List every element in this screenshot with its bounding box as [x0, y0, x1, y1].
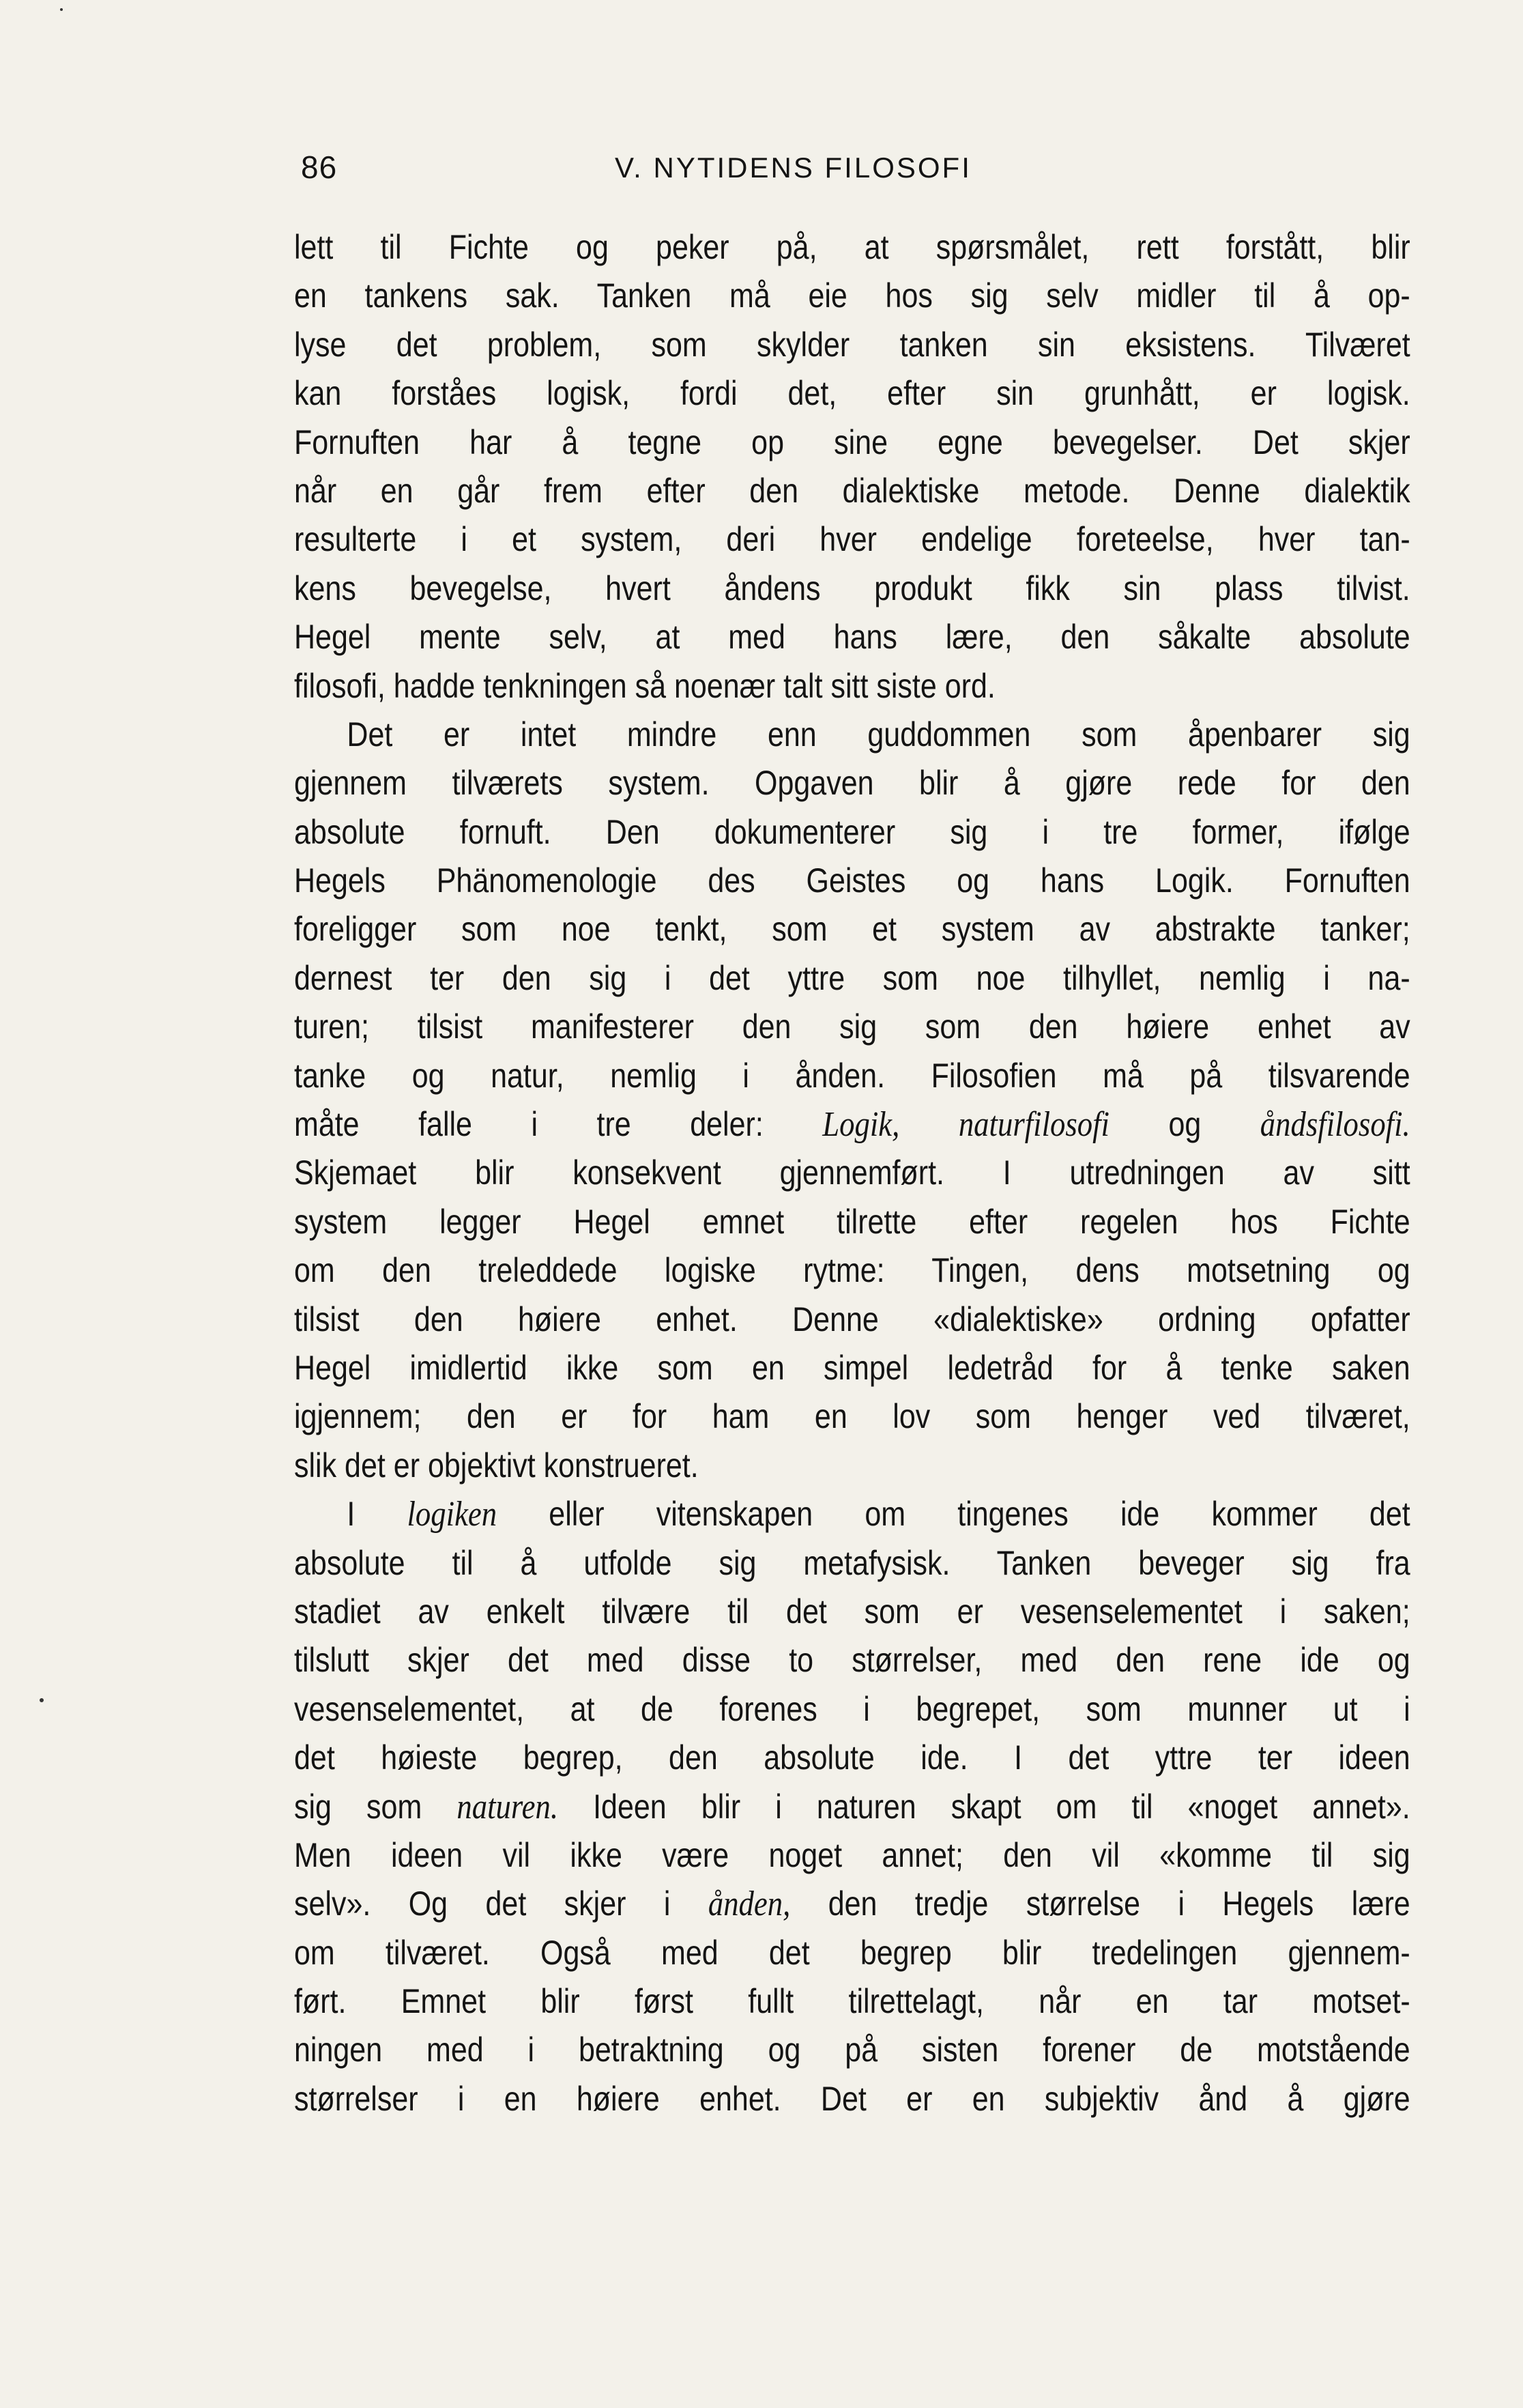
text-line	[294, 1490, 1410, 1538]
text-line	[294, 905, 1410, 954]
running-head: V. NYTIDENS FILOSOFI	[615, 152, 972, 184]
italic-term: Logik,	[822, 1105, 900, 1145]
text-segment: stadiet av enkelt tilvære til det som er vesenselementet i saken;	[294, 1592, 1410, 1631]
text-line	[294, 467, 1410, 515]
text-segment: tilslutt skjer det med disse to størrelser, med den rene ide og	[294, 1641, 1410, 1680]
text-line	[294, 1003, 1410, 1051]
text-segment: gjennem tilværets system. Opgaven blir å gjøre rede for den	[294, 764, 1410, 803]
text-segment: ningen med i betraktning og på sisten forener de motstående	[294, 2031, 1410, 2069]
text-segment: størrelser i en høiere enhet. Det er en subjektiv ånd å gjøre	[294, 2079, 1410, 2118]
text-segment: system legger Hegel emnet tilrette efter regelen hos Fichte	[294, 1202, 1410, 1241]
text-line	[294, 418, 1410, 467]
text-line	[294, 1442, 1410, 1490]
italic-term: naturfilosofi	[958, 1105, 1109, 1145]
text-segment: Skjemaet blir konsekvent gjennemført. I utredningen av sitt	[294, 1153, 1410, 1192]
text-line	[294, 1344, 1410, 1392]
text-line	[294, 1880, 1410, 1928]
text-segment: kens bevegelse, hvert åndens produkt fikk sin plass tilvist.	[294, 569, 1410, 607]
page-header	[301, 149, 1409, 190]
text-segment: dernest ter den sig i det yttre som noe tilhyllet, nemlig i na-	[294, 958, 1410, 997]
text-segment: slik det er objektivt konstrueret.	[294, 1446, 699, 1485]
italic-term: ånden,	[708, 1884, 791, 1924]
text-segment: eller vitenskapen om tingenes ide kommer det	[497, 1495, 1410, 1534]
text-segment: måte falle i tre deler:	[294, 1105, 823, 1144]
text-segment: en tankens sak. Tanken må eie hos sig selv midler til å op-	[294, 276, 1410, 315]
text-line	[294, 321, 1410, 369]
text-segment: om tilværet. Også med det begrep blir tredelingen gjennem-	[294, 1933, 1410, 1972]
text-segment: filosofi, hadde tenkningen så noenær talt sitt siste ord.	[294, 666, 996, 705]
text-line	[294, 662, 1410, 711]
text-line	[294, 515, 1410, 564]
text-line	[294, 2075, 1410, 2123]
text-segment: Men ideen vil ikke være noget annet; den vil «komme til sig	[294, 1835, 1410, 1874]
text-line	[294, 1149, 1410, 1197]
text-segment: resulterte i et system, deri hver endelige foreteelse, hver tan-	[294, 520, 1410, 559]
text-line	[294, 1734, 1410, 1782]
text-line	[294, 808, 1410, 857]
text-segment: Hegel imidlertid ikke som en simpel ledetråd for å tenke saken	[294, 1348, 1410, 1387]
text-segment: I	[347, 1495, 407, 1534]
paper-speck	[40, 1698, 44, 1702]
text-segment: absolute fornuft. Den dokumenterer sig i tre former, ifølge	[294, 812, 1410, 851]
text-line	[294, 1052, 1410, 1100]
text-segment: kan forståes logisk, fordi det, efter sin grunhått, er logisk.	[294, 374, 1410, 413]
text-segment: sig som	[294, 1787, 457, 1826]
text-line	[294, 954, 1410, 1003]
text-segment: tilsist den høiere enhet. Denne «dialektiske» ordning opfatter	[294, 1300, 1410, 1338]
text-segment: foreligger som noe tenkt, som et system av abstrakte tanker;	[294, 910, 1410, 949]
text-line	[294, 1977, 1410, 2026]
text-line	[294, 759, 1410, 807]
text-line	[294, 711, 1410, 759]
paper-speck	[60, 8, 63, 11]
text-line	[294, 1588, 1410, 1636]
text-segment	[899, 1105, 958, 1143]
text-line	[294, 369, 1410, 418]
text-line	[294, 1295, 1410, 1344]
text-line	[294, 1246, 1410, 1295]
text-segment: Hegels Phänomenologie des Geistes og hans Logik. Fornuften	[294, 861, 1410, 900]
text-line	[294, 564, 1410, 613]
text-segment: igjennem; den er for ham en lov som henger ved tilværet,	[294, 1397, 1410, 1436]
text-line	[294, 1831, 1410, 1880]
italic-term: naturen.	[456, 1787, 559, 1826]
text-segment: lyse det problem, som skylder tanken sin eksistens. Tilværet	[294, 325, 1410, 364]
text-segment: Det er intet mindre enn guddommen som åpenbarer sig	[347, 715, 1410, 754]
text-line	[294, 272, 1410, 320]
italic-term: logiken	[407, 1495, 497, 1534]
page-number: 86	[301, 149, 338, 185]
text-segment: Hegel mente selv, at med hans lære, den såkalte absolute	[294, 618, 1410, 657]
text-line	[294, 1198, 1410, 1246]
body-text	[294, 223, 1410, 2123]
text-segment: om den treleddede logiske rytme: Tingen, dens motsetning og	[294, 1251, 1410, 1290]
text-segment: det høieste begrep, den absolute ide. I det yttre ter ideen	[294, 1738, 1410, 1777]
text-segment: ført. Emnet blir først fullt tilrettelagt, når en tar motset-	[294, 1982, 1410, 2021]
text-line	[294, 1636, 1410, 1685]
text-line	[294, 1392, 1410, 1441]
text-line	[294, 1685, 1410, 1734]
text-segment: turen; tilsist manifesterer den sig som den høiere enhet av	[294, 1007, 1410, 1046]
text-line	[294, 1539, 1410, 1588]
text-segment: tanke og natur, nemlig i ånden. Filosofien må på tilsvarende	[294, 1056, 1410, 1095]
text-segment: den tredje størrelse i Hegels lære	[790, 1884, 1410, 1923]
text-line	[294, 2026, 1410, 2074]
text-line	[294, 857, 1410, 905]
text-line	[294, 1783, 1410, 1831]
text-segment: selv». Og det skjer i	[294, 1884, 708, 1923]
italic-term: åndsfilosofi.	[1260, 1105, 1410, 1145]
text-line	[294, 1100, 1410, 1149]
text-segment: lett til Fichte og peker på, at spørsmålet, rett forstått, blir	[294, 228, 1410, 266]
text-segment: når en går frem efter den dialektiske metode. Denne dialektik	[294, 471, 1410, 510]
text-segment: Fornuften har å tegne op sine egne bevegelser. Det skjer	[294, 422, 1410, 461]
text-line	[294, 223, 1410, 272]
text-segment: absolute til å utfolde sig metafysisk. Tanken beveger sig fra	[294, 1543, 1410, 1582]
text-segment: og	[1109, 1105, 1260, 1144]
text-line	[294, 1929, 1410, 1977]
text-segment: Ideen blir i naturen skapt om til «noget annet».	[558, 1787, 1410, 1826]
text-line	[294, 613, 1410, 661]
text-segment: vesenselementet, at de forenes i begrepet, som munner ut i	[294, 1689, 1410, 1728]
